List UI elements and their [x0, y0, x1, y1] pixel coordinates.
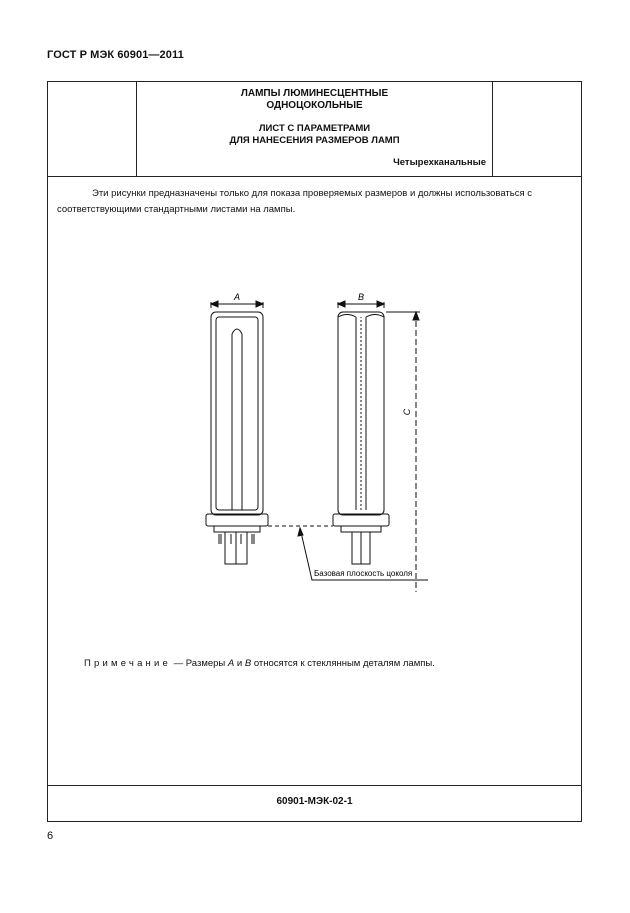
parameter-sheet: [47, 81, 582, 822]
header-title-cell: [137, 82, 492, 176]
note-dim-a: A: [227, 658, 235, 669]
subtitle-line-1: ЛИСТ С ПАРАМЕТРАМИ: [258, 123, 371, 134]
sheet-header: [48, 82, 581, 177]
intro-paragraph: Эти рисунки предназначены только для показа проверяемых размеров и должны использоваться с соответствующими стандартными листами на лампы.: [57, 188, 533, 215]
title-line-1: ЛАМПЫ ЛЮМИНЕСЦЕНТНЫЕ: [240, 88, 389, 99]
note-text-after: относятся к стеклянным деталям лампы.: [253, 658, 435, 669]
standard-header: ГОСТ Р МЭК 60901—2011: [47, 49, 184, 61]
header-left-cell: [48, 82, 137, 176]
note: [84, 658, 435, 669]
note-text-before: Размеры: [185, 658, 226, 669]
note-dim-b: B: [244, 658, 252, 669]
lamp-side-view: [333, 312, 389, 564]
dimension-label-c: C: [402, 408, 412, 416]
sheet-code: 60901-МЭК-02-1: [276, 796, 353, 807]
dimension-label-b: B: [357, 292, 365, 302]
dimension-label-a: A: [233, 292, 241, 302]
sheet-footer: [48, 785, 581, 821]
note-dash: —: [173, 658, 184, 669]
note-word: Примечание: [84, 658, 171, 669]
lamp-type-label: Четырехканальные: [393, 157, 486, 168]
lamp-drawing: [188, 282, 448, 592]
page-number: 6: [47, 830, 54, 842]
lamp-front-view: [206, 312, 268, 564]
reference-plane-label: Базовая плоскость цоколя: [314, 569, 413, 578]
title-line-2: ОДНОЦОКОЛЬНЫЕ: [266, 100, 363, 111]
header-right-cell: [492, 82, 581, 176]
note-conj: и: [236, 658, 243, 669]
subtitle-line-2: ДЛЯ НАНЕСЕНИЯ РАЗМЕРОВ ЛАМП: [229, 135, 400, 146]
